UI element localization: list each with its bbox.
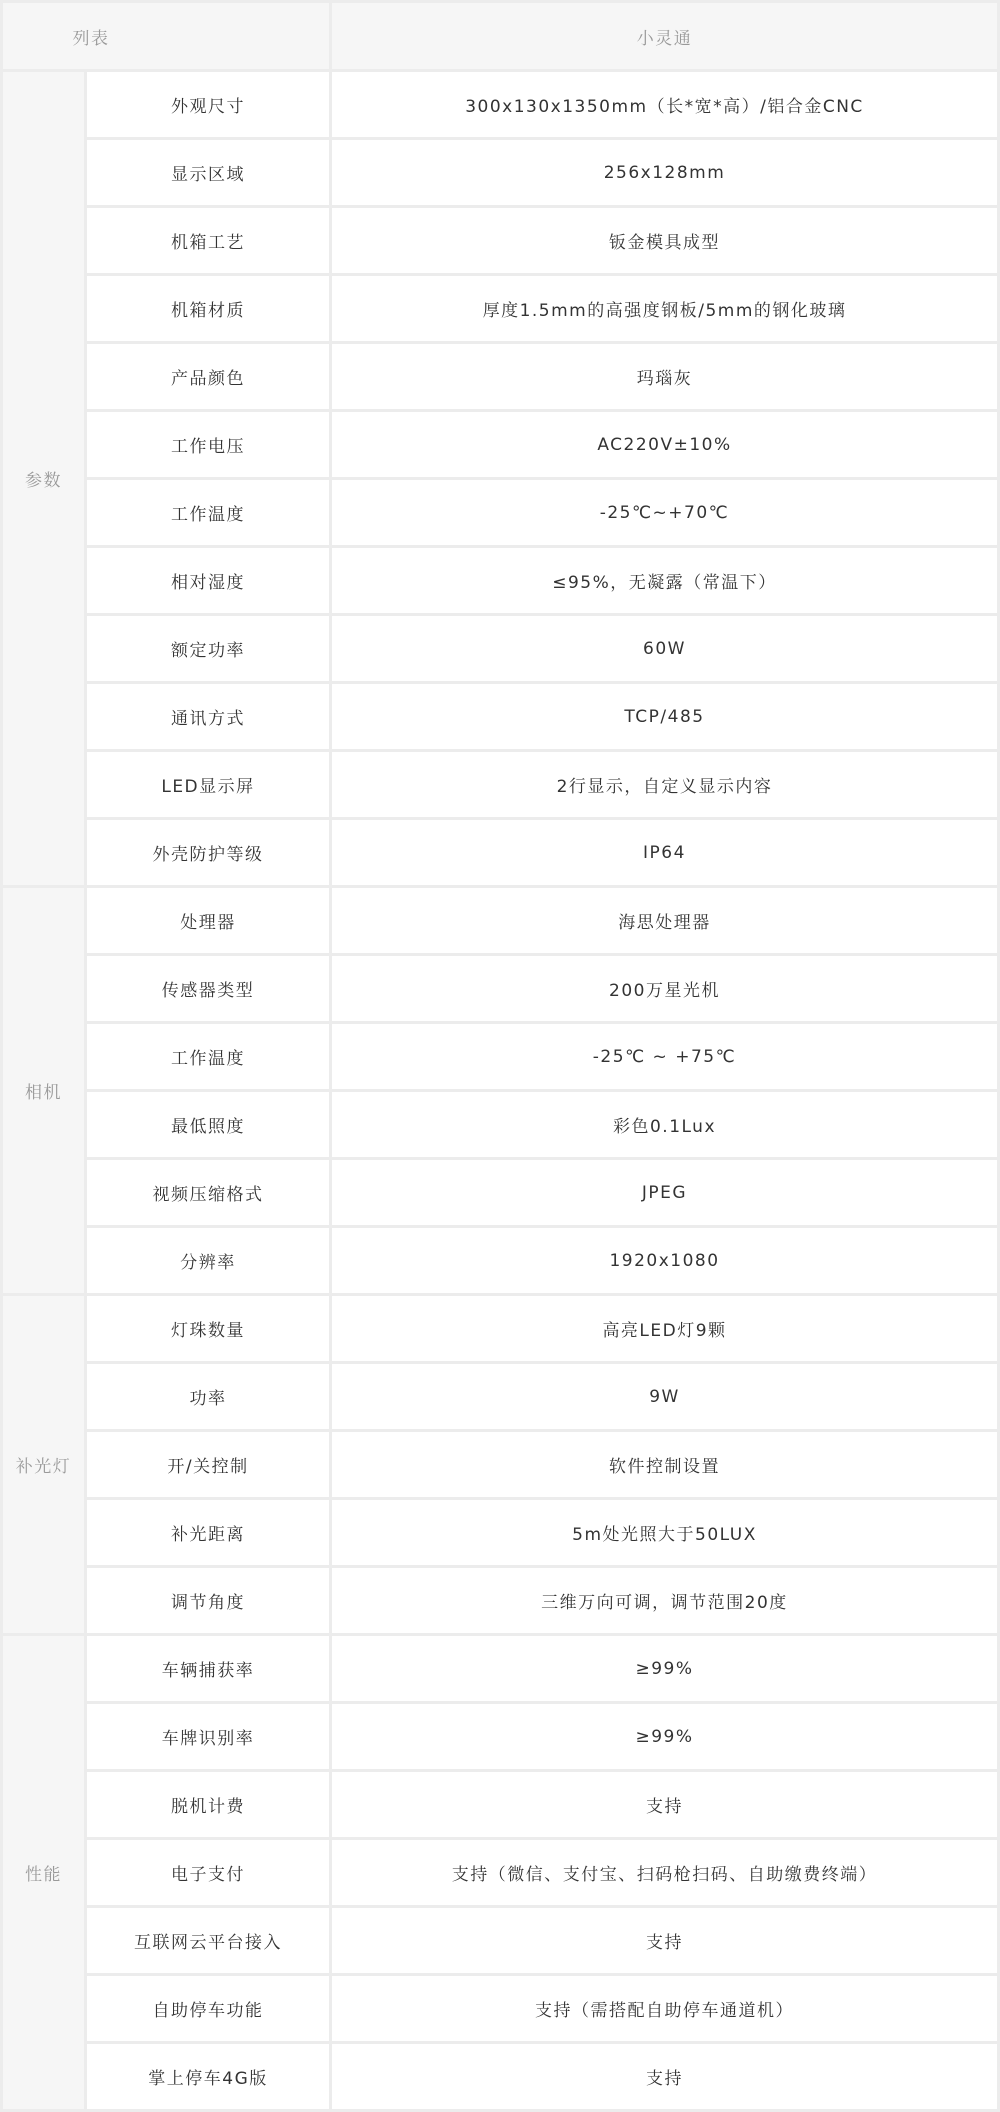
table-header-row	[3, 3, 997, 69]
table-row	[3, 616, 997, 681]
spec-name: 外观尺寸	[87, 72, 329, 137]
spec-value: 1920x1080	[332, 1228, 997, 1293]
table-row	[3, 1364, 997, 1429]
spec-name: 脱机计费	[87, 1772, 329, 1837]
spec-name: 开/关控制	[87, 1432, 329, 1497]
spec-name: 额定功率	[87, 616, 329, 681]
table-row	[3, 1840, 997, 1905]
header-list-label: 列表	[3, 3, 329, 69]
spec-value: 200万星光机	[332, 956, 997, 1021]
spec-value: -25℃ ~ +75℃	[332, 1024, 997, 1089]
group-label: 性能	[3, 1636, 84, 2109]
spec-value: 海思处理器	[332, 888, 997, 953]
spec-value: 软件控制设置	[332, 1432, 997, 1497]
table-row	[3, 208, 997, 273]
spec-value: 5m处光照大于50LUX	[332, 1500, 997, 1565]
header-product-name: 小灵通	[332, 3, 997, 69]
spec-value: 支持（需搭配自助停车通道机）	[332, 1976, 997, 2041]
group-label: 补光灯	[3, 1296, 84, 1633]
table-row	[3, 344, 997, 409]
spec-value: 高亮LED灯9颗	[332, 1296, 997, 1361]
spec-value: -25℃~+70℃	[332, 480, 997, 545]
table-row	[3, 1432, 997, 1497]
spec-name: 机箱材质	[87, 276, 329, 341]
table-row	[3, 1500, 997, 1565]
spec-name: 互联网云平台接入	[87, 1908, 329, 1973]
spec-name: 车辆捕获率	[87, 1636, 329, 1701]
table-row	[3, 1636, 997, 1701]
spec-name: 分辨率	[87, 1228, 329, 1293]
spec-value: 支持（微信、支付宝、扫码枪扫码、自助缴费终端）	[332, 1840, 997, 1905]
table-row	[3, 1296, 997, 1361]
spec-name: 传感器类型	[87, 956, 329, 1021]
spec-value: 256x128mm	[332, 140, 997, 205]
spec-value: 支持	[332, 1772, 997, 1837]
table-row	[3, 956, 997, 1021]
spec-value: ≥99%	[332, 1704, 997, 1769]
table-row	[3, 548, 997, 613]
spec-name: 处理器	[87, 888, 329, 953]
spec-value: ≤95%，无凝露（常温下）	[332, 548, 997, 613]
group-label: 参数	[3, 72, 84, 885]
spec-value: JPEG	[332, 1160, 997, 1225]
spec-name: 自助停车功能	[87, 1976, 329, 2041]
spec-value: 彩色0.1Lux	[332, 1092, 997, 1157]
table-row	[3, 820, 997, 885]
spec-name: 调节角度	[87, 1568, 329, 1633]
spec-value: 60W	[332, 616, 997, 681]
table-row	[3, 1976, 997, 2041]
spec-value: 钣金模具成型	[332, 208, 997, 273]
spec-name: 电子支付	[87, 1840, 329, 1905]
spec-name: 功率	[87, 1364, 329, 1429]
spec-name: 通讯方式	[87, 684, 329, 749]
spec-value: IP64	[332, 820, 997, 885]
table-row	[3, 684, 997, 749]
spec-name: 最低照度	[87, 1092, 329, 1157]
table-row	[3, 1024, 997, 1089]
table-row	[3, 1704, 997, 1769]
spec-name: 显示区域	[87, 140, 329, 205]
table-row	[3, 1092, 997, 1157]
table-row	[3, 1908, 997, 1973]
spec-value: TCP/485	[332, 684, 997, 749]
spec-value: 支持	[332, 2044, 997, 2109]
spec-name: 补光距离	[87, 1500, 329, 1565]
table-row	[3, 1228, 997, 1293]
table-row	[3, 1160, 997, 1225]
table-row	[3, 1772, 997, 1837]
spec-value: ≥99%	[332, 1636, 997, 1701]
spec-name: 工作温度	[87, 1024, 329, 1089]
spec-name: 灯珠数量	[87, 1296, 329, 1361]
spec-value: AC220V±10%	[332, 412, 997, 477]
spec-value: 三维万向可调，调节范围20度	[332, 1568, 997, 1633]
spec-value: 2行显示，自定义显示内容	[332, 752, 997, 817]
table-row	[3, 888, 997, 953]
spec-name: LED显示屏	[87, 752, 329, 817]
spec-value: 厚度1.5mm的高强度钢板/5mm的钢化玻璃	[332, 276, 997, 341]
spec-name: 机箱工艺	[87, 208, 329, 273]
table-row	[3, 2044, 997, 2109]
table-row	[3, 412, 997, 477]
spec-value: 玛瑙灰	[332, 344, 997, 409]
table-row	[3, 1568, 997, 1633]
table-row	[3, 752, 997, 817]
spec-value: 9W	[332, 1364, 997, 1429]
spec-value: 支持	[332, 1908, 997, 1973]
spec-name: 产品颜色	[87, 344, 329, 409]
table-row	[3, 480, 997, 545]
spec-name: 掌上停车4G版	[87, 2044, 329, 2109]
table-row	[3, 72, 997, 137]
group-label: 相机	[3, 888, 84, 1293]
table-row	[3, 140, 997, 205]
spec-name: 相对湿度	[87, 548, 329, 613]
spec-name: 车牌识别率	[87, 1704, 329, 1769]
spec-name: 视频压缩格式	[87, 1160, 329, 1225]
spec-name: 外壳防护等级	[87, 820, 329, 885]
table-row	[3, 276, 997, 341]
spec-name: 工作电压	[87, 412, 329, 477]
spec-name: 工作温度	[87, 480, 329, 545]
spec-value: 300x130x1350mm（长*宽*高）/铝合金CNC	[332, 72, 997, 137]
